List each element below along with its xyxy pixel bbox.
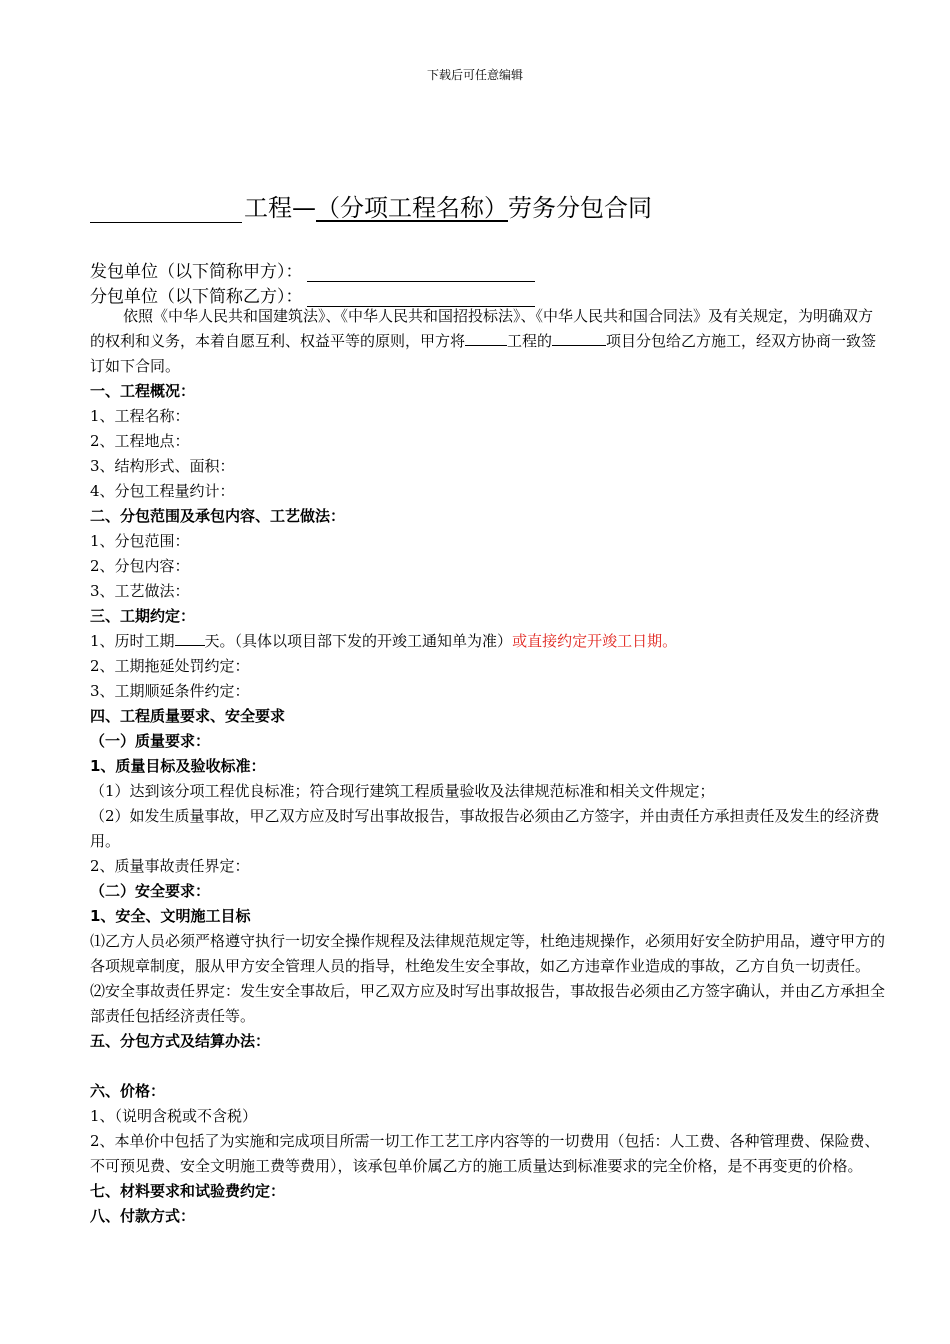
s1-item: 1、工程名称： bbox=[90, 407, 190, 425]
section-7-heading: 七、材料要求和试验费约定： bbox=[90, 1182, 286, 1200]
title-part3: 劳务分包合同 bbox=[508, 194, 652, 222]
s6-item-1: 1、（说明含税或不含税） bbox=[90, 1107, 258, 1125]
title-part2: （分项工程名称） bbox=[316, 194, 508, 222]
s6-item-2: 2、本单价中包括了为实施和完成项目所需一切工作工艺工序内容等的一切费用（包括：人工费、各种管理费、保险费、不可预见费、安全文明施工费等费用），该承包单价属乙方的施工质量达到标准要求的完全价格，是不再变更的价格。 bbox=[90, 1132, 880, 1175]
quality-item-1b: （2）如发生质量事故，甲乙双方应及时写出事故报告，事故报告必须由乙方签字，并由责任方承担责任及发生的经济费用。 bbox=[90, 807, 880, 850]
s2-item: 2、分包内容： bbox=[90, 557, 190, 575]
safety-item-1: 1、安全、文明施工目标 bbox=[90, 907, 251, 925]
s3-item-1-text-a: 1、历时工期 bbox=[90, 632, 175, 650]
duration-blank bbox=[175, 630, 205, 646]
s3-item-3: 3、工期顺延条件约定： bbox=[90, 682, 250, 700]
s3-item-2: 2、工期拖延处罚约定： bbox=[90, 657, 250, 675]
s2-item: 1、分包范围： bbox=[90, 532, 190, 550]
s3-item-1 bbox=[90, 629, 885, 654]
party-a-blank bbox=[307, 263, 535, 282]
s1-item: 4、分包工程量约计： bbox=[90, 482, 235, 500]
party-a-label: 发包单位（以下简称甲方）： bbox=[90, 262, 303, 282]
section-6-heading: 六、价格： bbox=[90, 1082, 166, 1100]
quality-item-2: 2、质量事故责任界定： bbox=[90, 857, 250, 875]
s3-item-1-red-note: 或直接约定开竣工日期。 bbox=[512, 632, 678, 650]
quality-item-1a: （1）达到该分项工程优良标准；符合现行建筑工程质量验收及法律规范标准和相关文件规定； bbox=[90, 782, 715, 800]
s1-item: 2、工程地点： bbox=[90, 432, 190, 450]
section-1-heading: 一、工程概况： bbox=[90, 382, 196, 400]
party-a-line bbox=[90, 257, 535, 282]
title-part1: 工程— bbox=[244, 194, 316, 222]
s2-item: 3、工艺做法： bbox=[90, 582, 190, 600]
intro-text-2: 工程的 bbox=[507, 332, 553, 350]
section-4-heading: 四、工程质量要求、安全要求 bbox=[90, 707, 286, 725]
party-b-label: 分包单位（以下简称乙方）： bbox=[90, 287, 303, 307]
page-header: 下载后可任意编辑 bbox=[426, 68, 523, 82]
quality-item-1: 1、质量目标及验收标准： bbox=[90, 757, 266, 775]
safety-item-1b: ⑵安全事故责任界定：发生安全事故后，甲乙双方应及时写出事故报告，事故报告必须由乙方签字确认，并由乙方承担全部责任包括经济责任等。 bbox=[90, 982, 886, 1025]
intro-blank-2 bbox=[552, 330, 606, 346]
s1-item: 3、结构形式、面积： bbox=[90, 457, 235, 475]
section-3-heading: 三、工期约定： bbox=[90, 607, 196, 625]
intro-blank-1 bbox=[465, 330, 507, 346]
contract-body bbox=[90, 304, 885, 1229]
section-8-heading: 八、付款方式： bbox=[90, 1207, 196, 1225]
section-2-heading: 二、分包范围及承包内容、工艺做法： bbox=[90, 507, 346, 525]
intro-text-1: 依照《中华人民共和国建筑法》、《中华人民共和国招投标法》、《中华人民共和国合同法》及有关规定，为明确双方的权利和义务，本着自愿互利、权益平等的原则，甲方将 bbox=[90, 307, 874, 350]
quality-subheading: （一）质量要求： bbox=[90, 732, 211, 750]
section-5-heading: 五、分包方式及结算办法： bbox=[90, 1032, 271, 1050]
intro-text-3: 项目分包给乙方施工，经双方协商一致签订如下合同。 bbox=[90, 332, 877, 375]
safety-subheading: （二）安全要求： bbox=[90, 882, 211, 900]
safety-item-1a: ⑴乙方人员必须严格遵守执行一切安全操作规程及法律规范规定等，杜绝违规操作，必须用好安全防护用品，遵守甲方的各项规章制度，服从甲方安全管理人员的指导，杜绝发生安全事故，如乙方违章作业造成的事故，乙方自负一切责任。 bbox=[90, 932, 886, 975]
s3-item-1-text-b: 天。（具体以项目部下发的开竣工通知单为准） bbox=[204, 632, 513, 650]
blank-gap bbox=[90, 1054, 885, 1079]
contract-title bbox=[90, 188, 870, 223]
title-blank-line bbox=[90, 198, 242, 223]
intro-paragraph bbox=[90, 304, 885, 379]
